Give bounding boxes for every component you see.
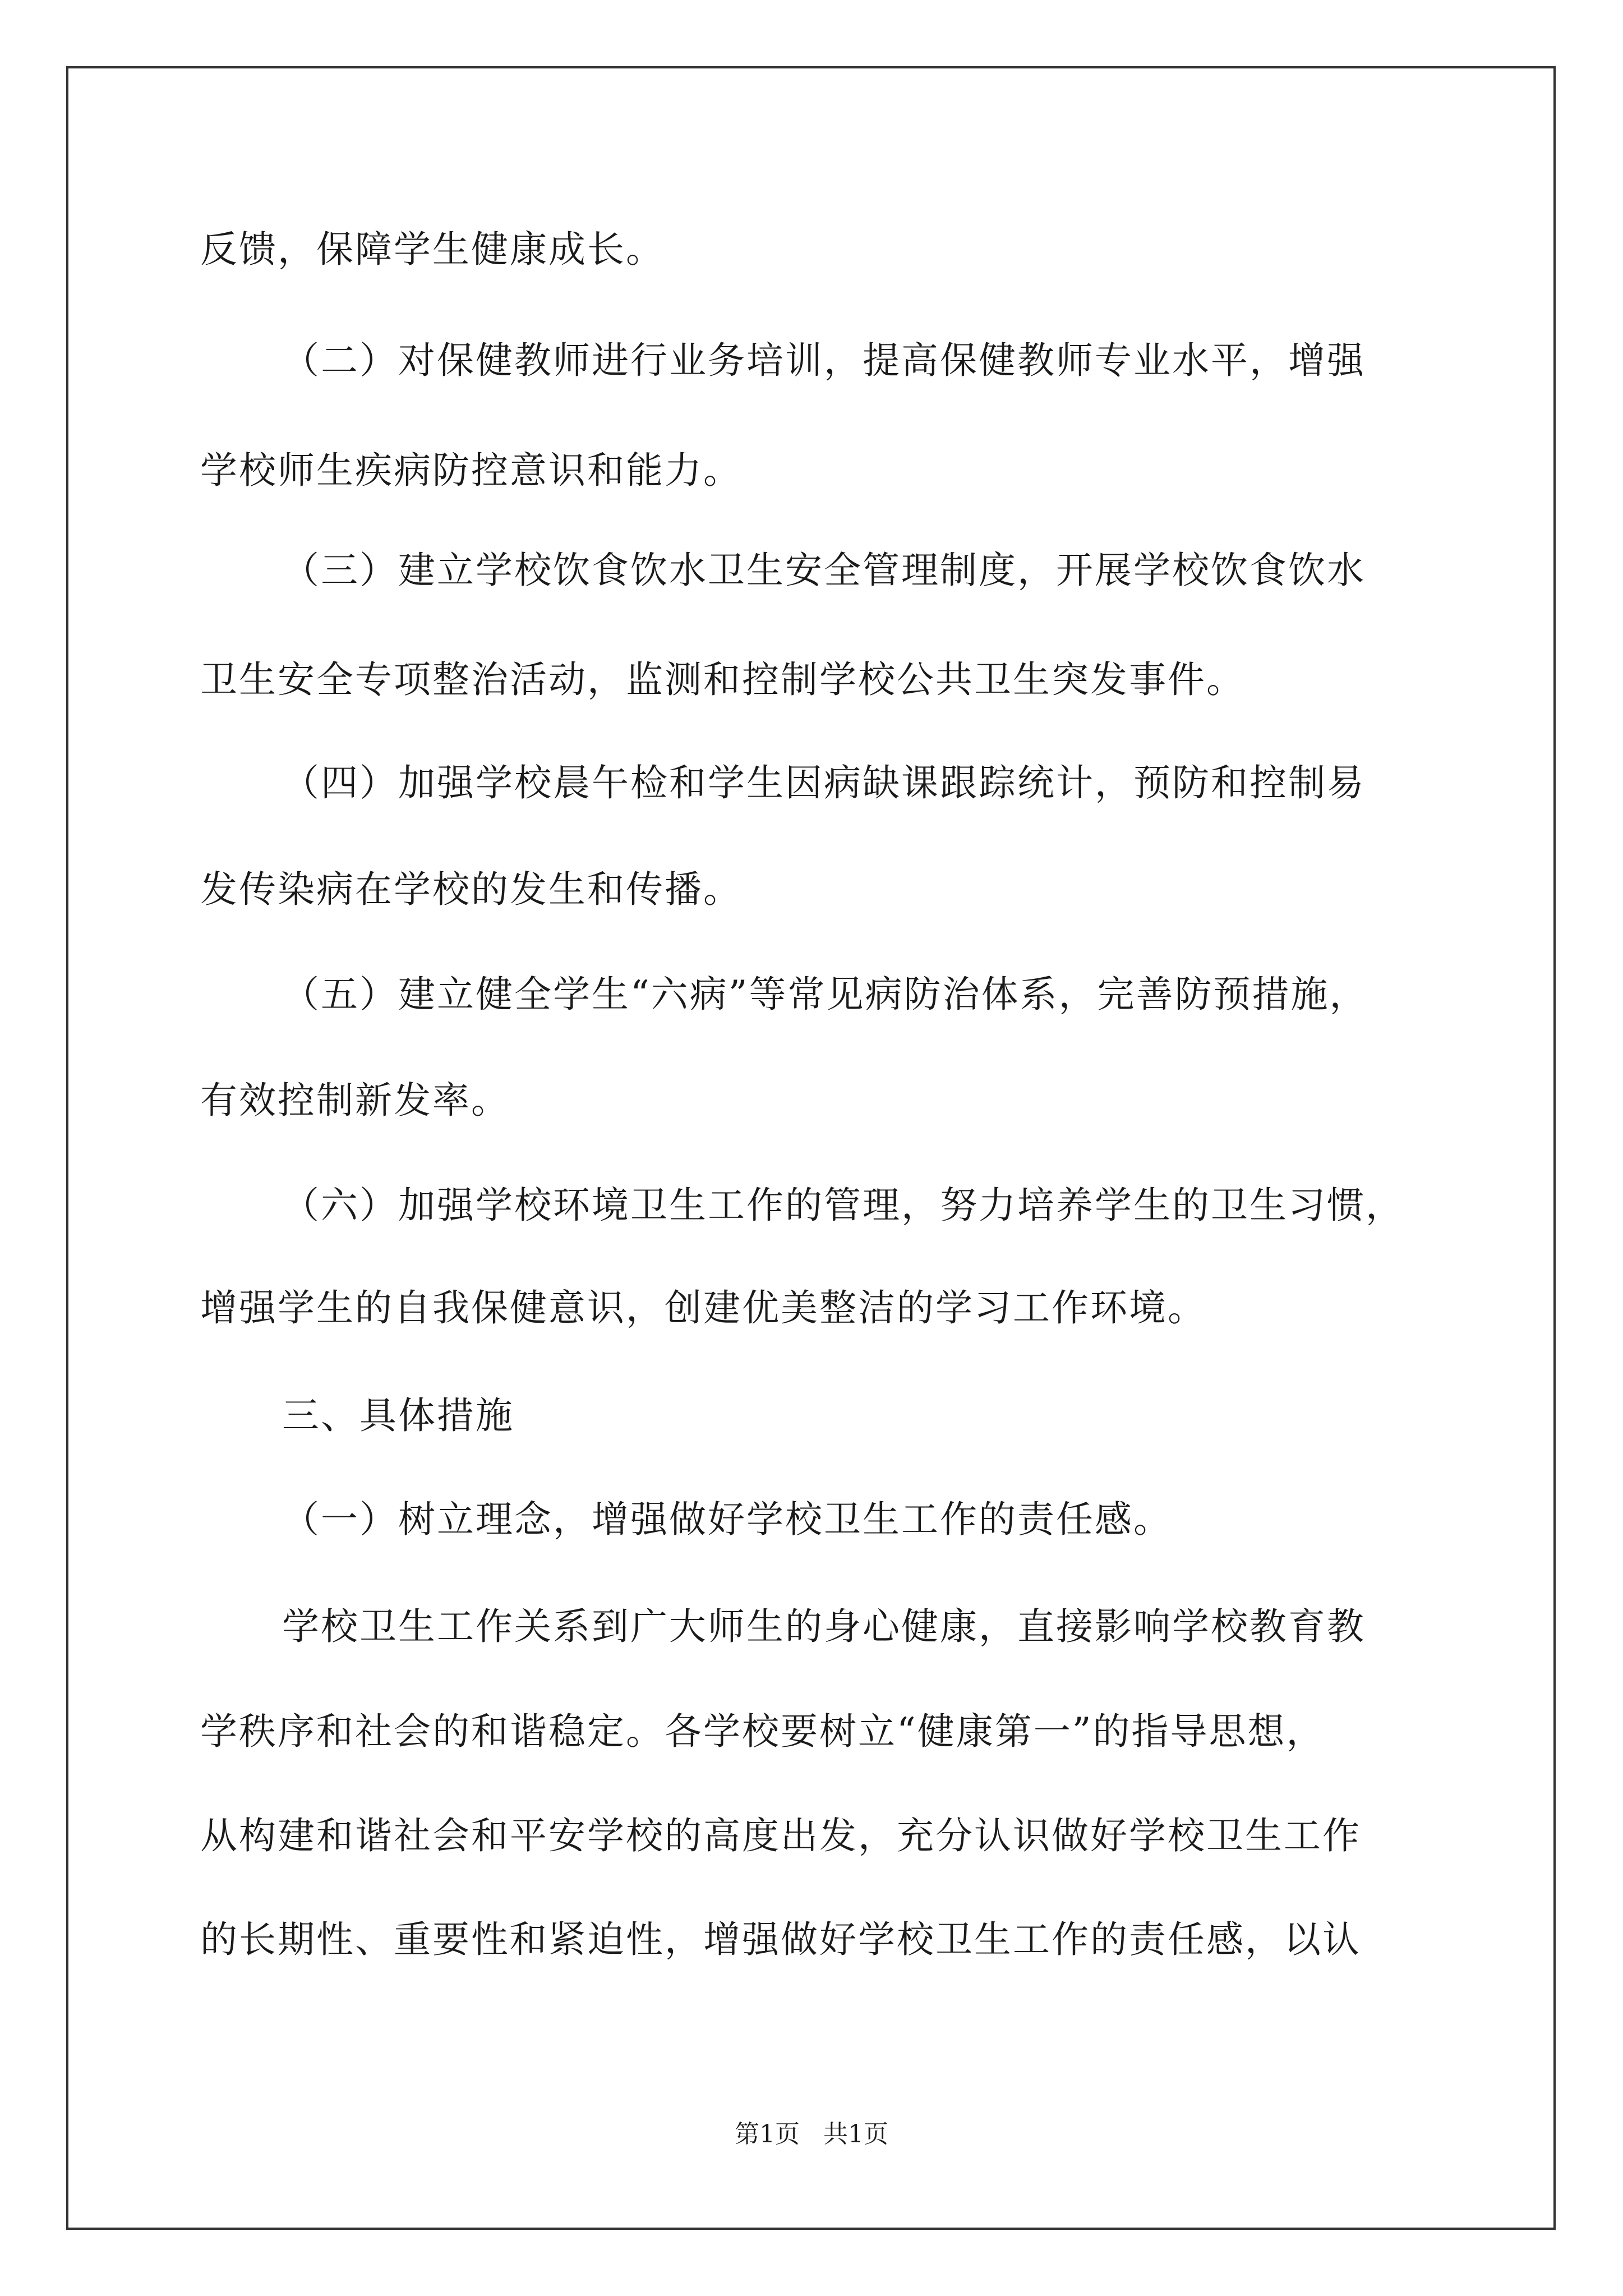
- page-border: [66, 66, 1556, 2230]
- text-line: 学秩序和社会的和谐稳定。各学校要树立“健康第一”的指导思想，: [200, 1710, 1325, 1753]
- text-line: （三）建立学校饮食饮水卫生安全管理制度，开展学校饮食饮水: [282, 549, 1366, 592]
- text-line: （四）加强学校晨午检和学生因病缺课跟踪统计，预防和控制易: [282, 761, 1366, 804]
- section-heading: 三、具体措施: [282, 1394, 514, 1437]
- text-line: 学校师生疾病防控意识和能力。: [200, 449, 742, 492]
- text-line: 学校卫生工作关系到广大师生的身心健康，直接影响学校教育教: [282, 1605, 1366, 1648]
- text-line: 卫生安全专项整治活动，监测和控制学校公共卫生突发事件。: [200, 658, 1245, 701]
- text-line: 增强学生的自我保健意识，创建优美整洁的学习工作环境。: [200, 1286, 1206, 1329]
- text-line: （六）加强学校环境卫生工作的管理，努力培养学生的卫生习惯，: [282, 1184, 1404, 1227]
- text-line: 的长期性、重要性和紧迫性，增强做好学校卫生工作的责任感，以认: [200, 1918, 1361, 1961]
- text-line: 从构建和谐社会和平安学校的高度出发，充分认识做好学校卫生工作: [200, 1814, 1361, 1857]
- text-line: 发传染病在学校的发生和传播。: [200, 868, 742, 911]
- text-line: （一）树立理念，增强做好学校卫生工作的责任感。: [282, 1498, 1172, 1541]
- text-line: 反馈，保障学生健康成长。: [200, 228, 665, 271]
- text-line: （五）建立健全学生“六病”等常见病防治体系，完善防预措施，: [282, 973, 1368, 1016]
- page-footer: 第1页 共1页: [735, 2120, 888, 2148]
- text-line: （二）对保健教师进行业务培训，提高保健教师专业水平，增强: [282, 339, 1366, 382]
- text-line: 有效控制新发率。: [200, 1079, 510, 1122]
